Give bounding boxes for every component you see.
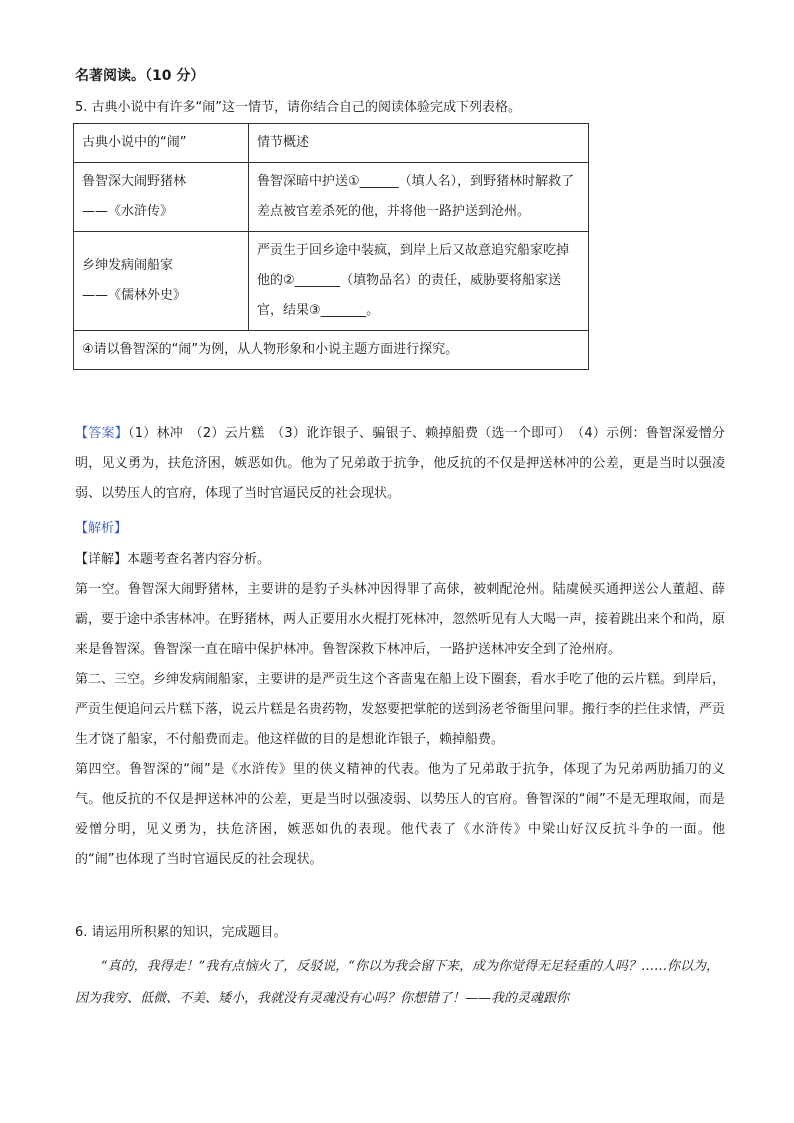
section-title: 名著阅读。（10 分） <box>75 68 205 84</box>
row1-source: ——《水浒传》 <box>82 204 174 219</box>
detail-paragraph-1: 第一空。鲁智深大闹野猪林，主要讲的是豹子头林冲因得罪了高俅，被刺配沧州。陆虞候买通押送公人董超、薛霸，要于途中杀害林冲。在野猪林，两人正要用水火棍打死林冲，忽然听见有人大喝一声，接着跳出来个和尚，原来是鲁智深。鲁智深一直在暗中保护林冲。鲁智深救下林冲后，一路护送林冲安全到了沧州府。 <box>75 582 726 657</box>
row2-title-cell <box>74 232 249 331</box>
row2-title: 乡绅发病闹船家 <box>82 258 174 273</box>
header-cell-summary: 情节概述 <box>249 124 589 163</box>
question-5-prompt: 5. 古典小说中有许多“闹”这一情节，请你结合自己的阅读体验完成下列表格。 <box>75 100 522 115</box>
detail-block <box>75 545 725 875</box>
header-cell-nao: 古典小说中的“闹” <box>74 124 249 163</box>
detail-intro: 本题考查名著内容分析。 <box>127 552 271 567</box>
row2-desc: 严贡生于回乡途中装疯，到岸上后又故意追究船家吃掉他的②_______（填物品名）的责任，威胁要将船家送官，结果③_______。 <box>249 232 589 331</box>
row2-source: ——《儒林外史》 <box>82 288 187 303</box>
row3-question: ④请以鲁智深的“闹”为例，从人物形象和小说主题方面进行探究。 <box>74 331 589 370</box>
table-row <box>74 331 589 370</box>
answer-block <box>75 419 725 509</box>
table-row <box>74 232 589 331</box>
detail-paragraph-3: 第四空。鲁智深的“闹”是《水浒传》里的侠义精神的代表。他为了兄弟敢于抗争，体现了为兄弟两肋插刀的义气。他反抗的不仅是押送林冲的公差，更是当时以强凌弱、以势压人的官府。鲁智深的“闹”不是无理取闹，而是爱憎分明，见义勇为，扶危济困，嫉恶如仇的表现。他代表了《水浒传》中梁山好汉反抗斗争的一面。他的“闹”也体现了当时官逼民反的社会现状。 <box>75 762 725 867</box>
analysis-label: 【解析】 <box>75 521 128 536</box>
quote-passage <box>75 951 725 1015</box>
answer-text: （1）林冲 （2）云片糕 （3）讹诈银子、骗银子、赖掉船费（选一个即可） （4）示例：鲁智深爱憎分明，见义勇为，扶危济困，嫉恶如仇。他为了兄弟敢于抗争，他反抗的不仅是押送林冲的公差，更是当时以强凌弱、以势压人的官府，体现了当时官逼民反的社会现状。 <box>75 426 725 501</box>
row1-desc: 鲁智深暗中护送①______（填人名），到野猪林时解救了差点被官差杀死的他，并将他一路护送到沧州。 <box>249 163 589 232</box>
row1-title-cell <box>74 163 249 232</box>
quote-text: “真的，我得走！”我有点恼火了，反驳说，“你以为我会留下来，成为你觉得无足轻重的人吗？……你以为，因为我穷、低微、不美、矮小，我就没有灵魂没有心吗？你想错了！——我的灵魂跟你 <box>75 959 719 1006</box>
row1-title: 鲁智深大闹野猪林 <box>82 174 187 189</box>
analysis-label-block <box>75 514 725 544</box>
detail-paragraph-2: 第二、三空。乡绅发病闹船家，主要讲的是严贡生这个吝啬鬼在船上设下圈套，看水手吃了他的云片糕。到岸后，严贡生便追问云片糕下落，说云片糕是名贵药物，发怒要把掌舵的送到汤老爷衙里问罪。搬行李的拦住求情，严贡生才饶了船家，不付船费而走。他这样做的目的是想讹诈银子，赖掉船费。 <box>75 672 726 747</box>
detail-label: 【详解】 <box>75 552 128 567</box>
novel-table <box>73 123 589 370</box>
table-row <box>74 163 589 232</box>
answer-label: 【答案】 <box>75 426 128 441</box>
table-header-row <box>74 124 589 163</box>
question-6-prompt: 6. 请运用所积累的知识，完成题目。 <box>75 925 287 940</box>
